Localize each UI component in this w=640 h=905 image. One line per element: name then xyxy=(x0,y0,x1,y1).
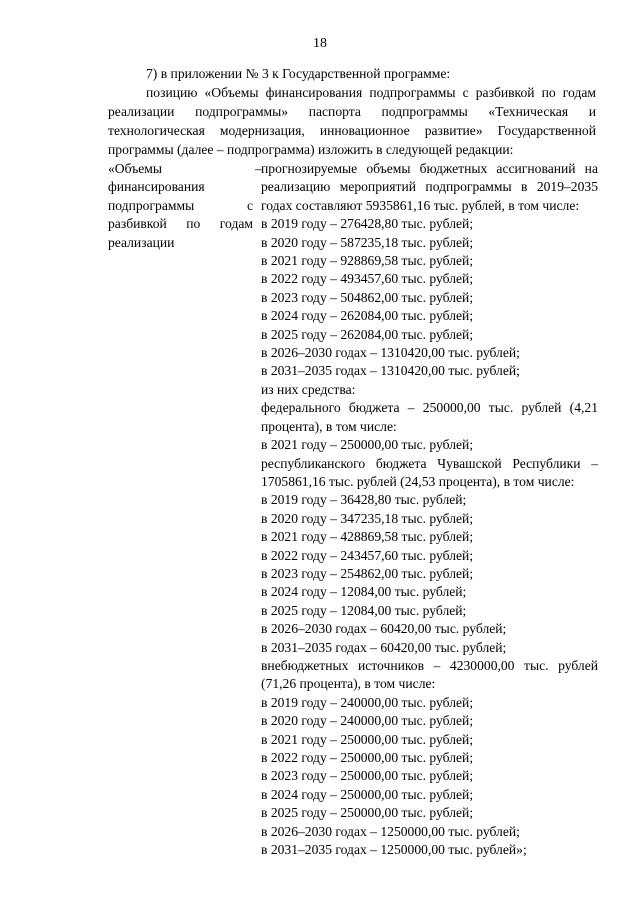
year-allocation-item: в 2020 году – 347235,18 тыс. рублей; xyxy=(261,510,474,526)
year-allocation-item: в 2026–2030 годах – 60420,00 тыс. рублей; xyxy=(261,621,507,637)
year-allocation-item: в 2019 году – 276428,80 тыс. рублей; xyxy=(261,216,474,232)
federal-budget-text: федерального бюджета – 250000,00 тыс. рублей (4,21 процента), в том числе: xyxy=(261,400,598,434)
republic-budget-text: республиканского бюджета Чувашской Республики – 1705861,16 тыс. рублей (24,53 процента), в том числе: xyxy=(261,455,598,489)
intro-paragraph-1: 7) в приложении № 3 к Государственной программе: xyxy=(146,66,451,81)
year-allocation-item: в 2024 году – 250000,00 тыс. рублей; xyxy=(261,786,474,802)
year-allocation-item: в 2024 году – 262084,00 тыс. рублей; xyxy=(261,308,474,324)
year-allocation-item: в 2021 году – 250000,00 тыс. рублей; xyxy=(261,437,474,453)
year-allocation-item: в 2022 году – 250000,00 тыс. рублей; xyxy=(261,750,474,765)
year-allocation-item: в 2031–2035 годах – 1250000,00 тыс. рублей»; xyxy=(261,842,527,858)
funding-label-wrap xyxy=(108,160,253,252)
year-allocation-item: в 2020 году – 587235,18 тыс. рублей; xyxy=(261,234,474,250)
year-allocation-item: в 2031–2035 годах – 60420,00 тыс. рублей; xyxy=(261,639,507,655)
funding-label: «Объемы финансирования подпрограммы с разбивкой по годам реализации xyxy=(108,161,253,250)
year-allocation-item: в 2023 году – 250000,00 тыс. рублей; xyxy=(261,768,474,784)
funding-summary: прогнозируемые объемы бюджетных ассигнований на реализацию мероприятий подпрограммы в 2019–2035 годах составляют 5935861,16 тыс. рублей, в том числе: xyxy=(261,161,598,213)
extrabudget-years-list xyxy=(261,694,598,860)
year-allocation-item: в 2025 году – 250000,00 тыс. рублей; xyxy=(261,805,474,821)
year-allocation-item: в 2025 году – 12084,00 тыс. рублей; xyxy=(261,602,467,618)
year-allocation-item: в 2020 году – 240000,00 тыс. рублей; xyxy=(261,713,474,729)
page-number: 18 xyxy=(313,36,327,51)
year-allocation-item: в 2026–2030 годах – 1250000,00 тыс. рублей; xyxy=(261,823,520,839)
intro-paragraph-2: позицию «Объемы финансирования подпрограммы с разбивкой по годам реализации подпрограммы» паспорта подпрограммы «Техническая и технологическая модернизация, инновационное развитие» Государственной программы (далее – подпрограмма) изложить в следующей редакции: xyxy=(108,85,596,157)
republic-years-list xyxy=(261,491,598,657)
funding-details-cell xyxy=(261,160,598,859)
federal-years-list xyxy=(261,436,598,454)
year-allocation-item: в 2021 году – 250000,00 тыс. рублей; xyxy=(261,731,474,747)
year-allocation-item: в 2019 году – 240000,00 тыс. рублей; xyxy=(261,694,474,710)
funding-table xyxy=(108,160,598,859)
year-allocation-item: в 2031–2035 годах – 1310420,00 тыс. рублей; xyxy=(261,363,520,379)
total-years-list xyxy=(261,215,598,381)
year-allocation-item: в 2025 году – 262084,00 тыс. рублей; xyxy=(261,326,474,342)
year-allocation-item: в 2026–2030 годах – 1310420,00 тыс. рублей; xyxy=(261,345,520,361)
year-allocation-item: в 2023 году – 504862,00 тыс. рублей; xyxy=(261,289,474,305)
intro-section xyxy=(108,64,596,159)
year-allocation-item: в 2022 году – 493457,60 тыс. рублей; xyxy=(261,271,474,287)
funding-label-dash: – xyxy=(255,161,262,176)
of-them-label: из них средства: xyxy=(261,381,356,397)
year-allocation-item: в 2019 году – 36428,80 тыс. рублей; xyxy=(261,492,467,508)
year-allocation-item: в 2021 году – 928869,58 тыс. рублей; xyxy=(261,253,474,269)
funding-label-cell xyxy=(108,160,261,859)
year-allocation-item: в 2022 году – 243457,60 тыс. рублей; xyxy=(261,547,474,563)
year-allocation-item: в 2024 году – 12084,00 тыс. рублей; xyxy=(261,584,467,600)
year-allocation-item: в 2021 году – 428869,58 тыс. рублей; xyxy=(261,529,474,545)
extrabudget-text: внебюджетных источников – 4230000,00 тыс. рублей (71,26 процента), в том числе: xyxy=(261,657,598,692)
year-allocation-item: в 2023 году – 254862,00 тыс. рублей; xyxy=(261,565,474,581)
